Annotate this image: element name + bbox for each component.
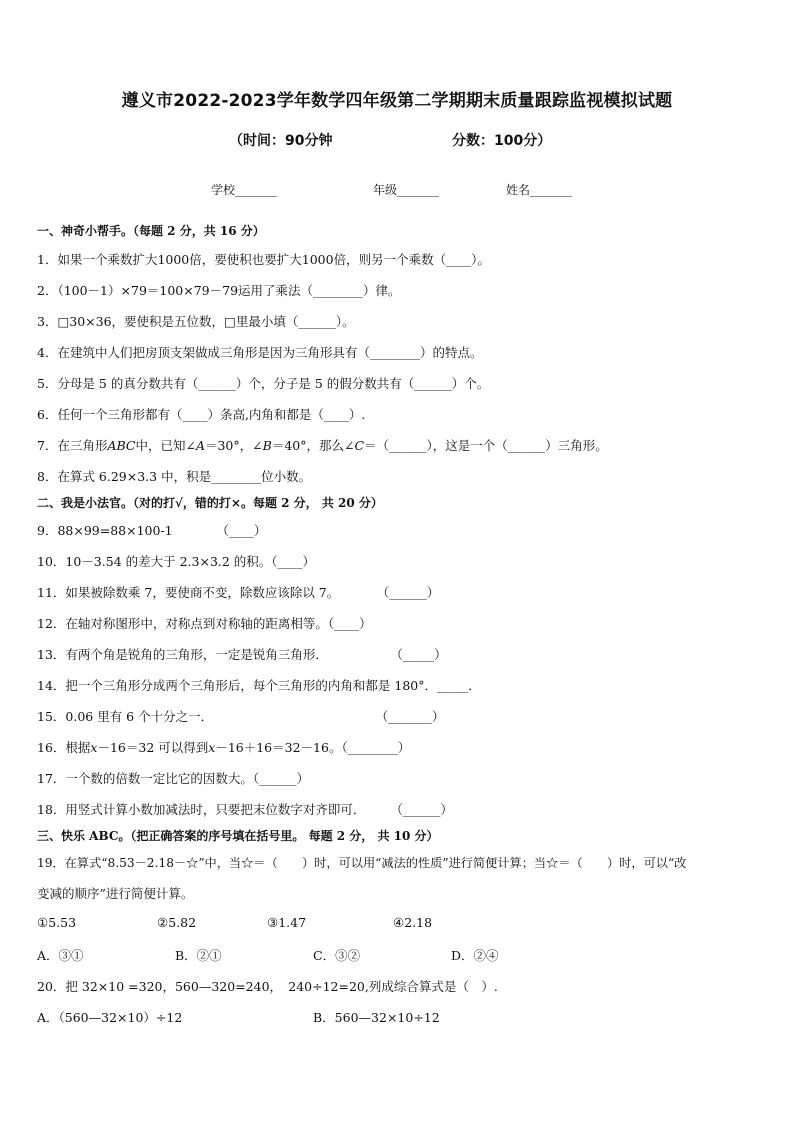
q7-part: ＝30°，∠ (204, 438, 263, 453)
q20-choice-b[interactable]: B．560—32×10÷12 (313, 1010, 440, 1025)
question-9: 9．88×99=88×100-1 （____） (37, 523, 267, 538)
question-16 (37, 738, 410, 756)
question-6: 6．任何一个三角形都有（____）条高,内角和都是（____）. (37, 407, 366, 422)
question-8: 8．在算式 6.29×3.3 中，积是________位小数。 (37, 469, 312, 484)
q19-choice-a[interactable]: A．③① (37, 948, 84, 963)
name-field[interactable]: 姓名_______ (506, 183, 573, 197)
question-18: 18．用竖式计算小数加减法时，只要把末位数字对齐即可． （______） (37, 802, 453, 817)
question-15: 15．0.06 里有 6 个十分之一． （_______） (37, 709, 445, 724)
exam-time: （时间：90分钟 (229, 133, 333, 149)
school-field[interactable]: 学校_______ (211, 183, 278, 197)
q19-num-4: ④2.18 (393, 915, 433, 930)
q16-part: －16＋16＝32－16。（________） (215, 740, 411, 755)
question-13: 13．有两个角是锐角的三角形，一定是锐角三角形． （_____） (37, 647, 447, 662)
q19-choice-c[interactable]: C．③② (313, 948, 361, 963)
question-19-line1: 19．在算式“8.53－2.18－☆”中，当☆＝（ ）时，可以用“减法的性质”进行简便计算；当☆＝（ ）时，可以“改 (37, 856, 687, 870)
question-5: 5．分母是 5 的真分数共有（______）个，分子是 5 的假分数共有（______）个。 (37, 376, 490, 391)
question-17: 17．一个数的倍数一定比它的因数大。（______） (37, 771, 310, 786)
section1-heading: 一、神奇小帮手。（每题 2 分，共 16 分） (37, 224, 265, 238)
q19-num-3: ③1.47 (267, 915, 307, 930)
question-7 (37, 436, 608, 454)
q16-var-x: x (90, 740, 98, 755)
q19-num-1: ①5.53 (37, 915, 77, 930)
question-19-line2: 变减的顺序”进行简便计算。 (37, 886, 194, 901)
q7-var-a: A (195, 438, 205, 453)
q7-var-b: B (262, 438, 272, 453)
grade-field[interactable]: 年级_______ (373, 183, 440, 197)
question-3: 3．□30×36，要使积是五位数，□里最小填（______）。 (37, 314, 355, 329)
q7-var-c: C (354, 438, 365, 453)
q19-choice-b[interactable]: B．②① (175, 948, 222, 963)
exam-title: 遵义市2022-2023学年数学四年级第二学期期末质量跟踪监视模拟试题 (121, 91, 673, 111)
q7-var-abc: ABC (107, 438, 136, 453)
question-2: 2．（100－1）×79＝100×79－79运用了乘法（________）律。 (37, 283, 401, 298)
q19-num-2: ②5.82 (157, 915, 197, 930)
q20-choice-a[interactable]: A．（560—32×10）÷12 (37, 1010, 183, 1025)
q19-choice-d[interactable]: D．②④ (451, 948, 499, 963)
q16-part: 16．根据 (37, 740, 91, 755)
question-14: 14．把一个三角形分成两个三角形后，每个三角形的内角和都是 180°．_____． (37, 678, 481, 693)
section2-heading: 二、我是小法官。（对的打√，错的打×。每题 2 分， 共 20 分） (37, 496, 383, 510)
q16-part: －16＝32 可以得到 (97, 740, 209, 755)
question-20: 20．把 32×10 =320，560—320=240， 240÷12=20,列成综合算式是（ ）. (37, 979, 498, 994)
question-10: 10．10－3.54 的差大于 2.3×3.2 的积。（____） (37, 554, 316, 569)
question-1: 1．如果一个乘数扩大1000倍，要使积也要扩大1000倍，则另一个乘数（____）。 (37, 252, 490, 267)
q7-part: ＝（______），这是一个（______）三角形。 (364, 438, 608, 453)
q7-part: 中，已知∠ (135, 438, 196, 453)
q7-part: 7．在三角形 (37, 438, 108, 453)
question-12: 12．在轴对称图形中，对称点到对称轴的距离相等。（____） (37, 616, 372, 631)
exam-score: 分数：100分） (452, 133, 552, 149)
q16-var-x: x (208, 740, 216, 755)
question-11: 11．如果被除数乘 7，要使商不变，除数应该除以 7。 （______） (37, 585, 440, 600)
section3-heading: 三、快乐 ABC。（把正确答案的序号填在括号里。 每题 2 分， 共 10 分） (37, 829, 439, 843)
q7-part: ＝40°，那么∠ (271, 438, 355, 453)
question-4: 4．在建筑中人们把房顶支架做成三角形是因为三角形具有（________）的特点。 (37, 345, 483, 360)
